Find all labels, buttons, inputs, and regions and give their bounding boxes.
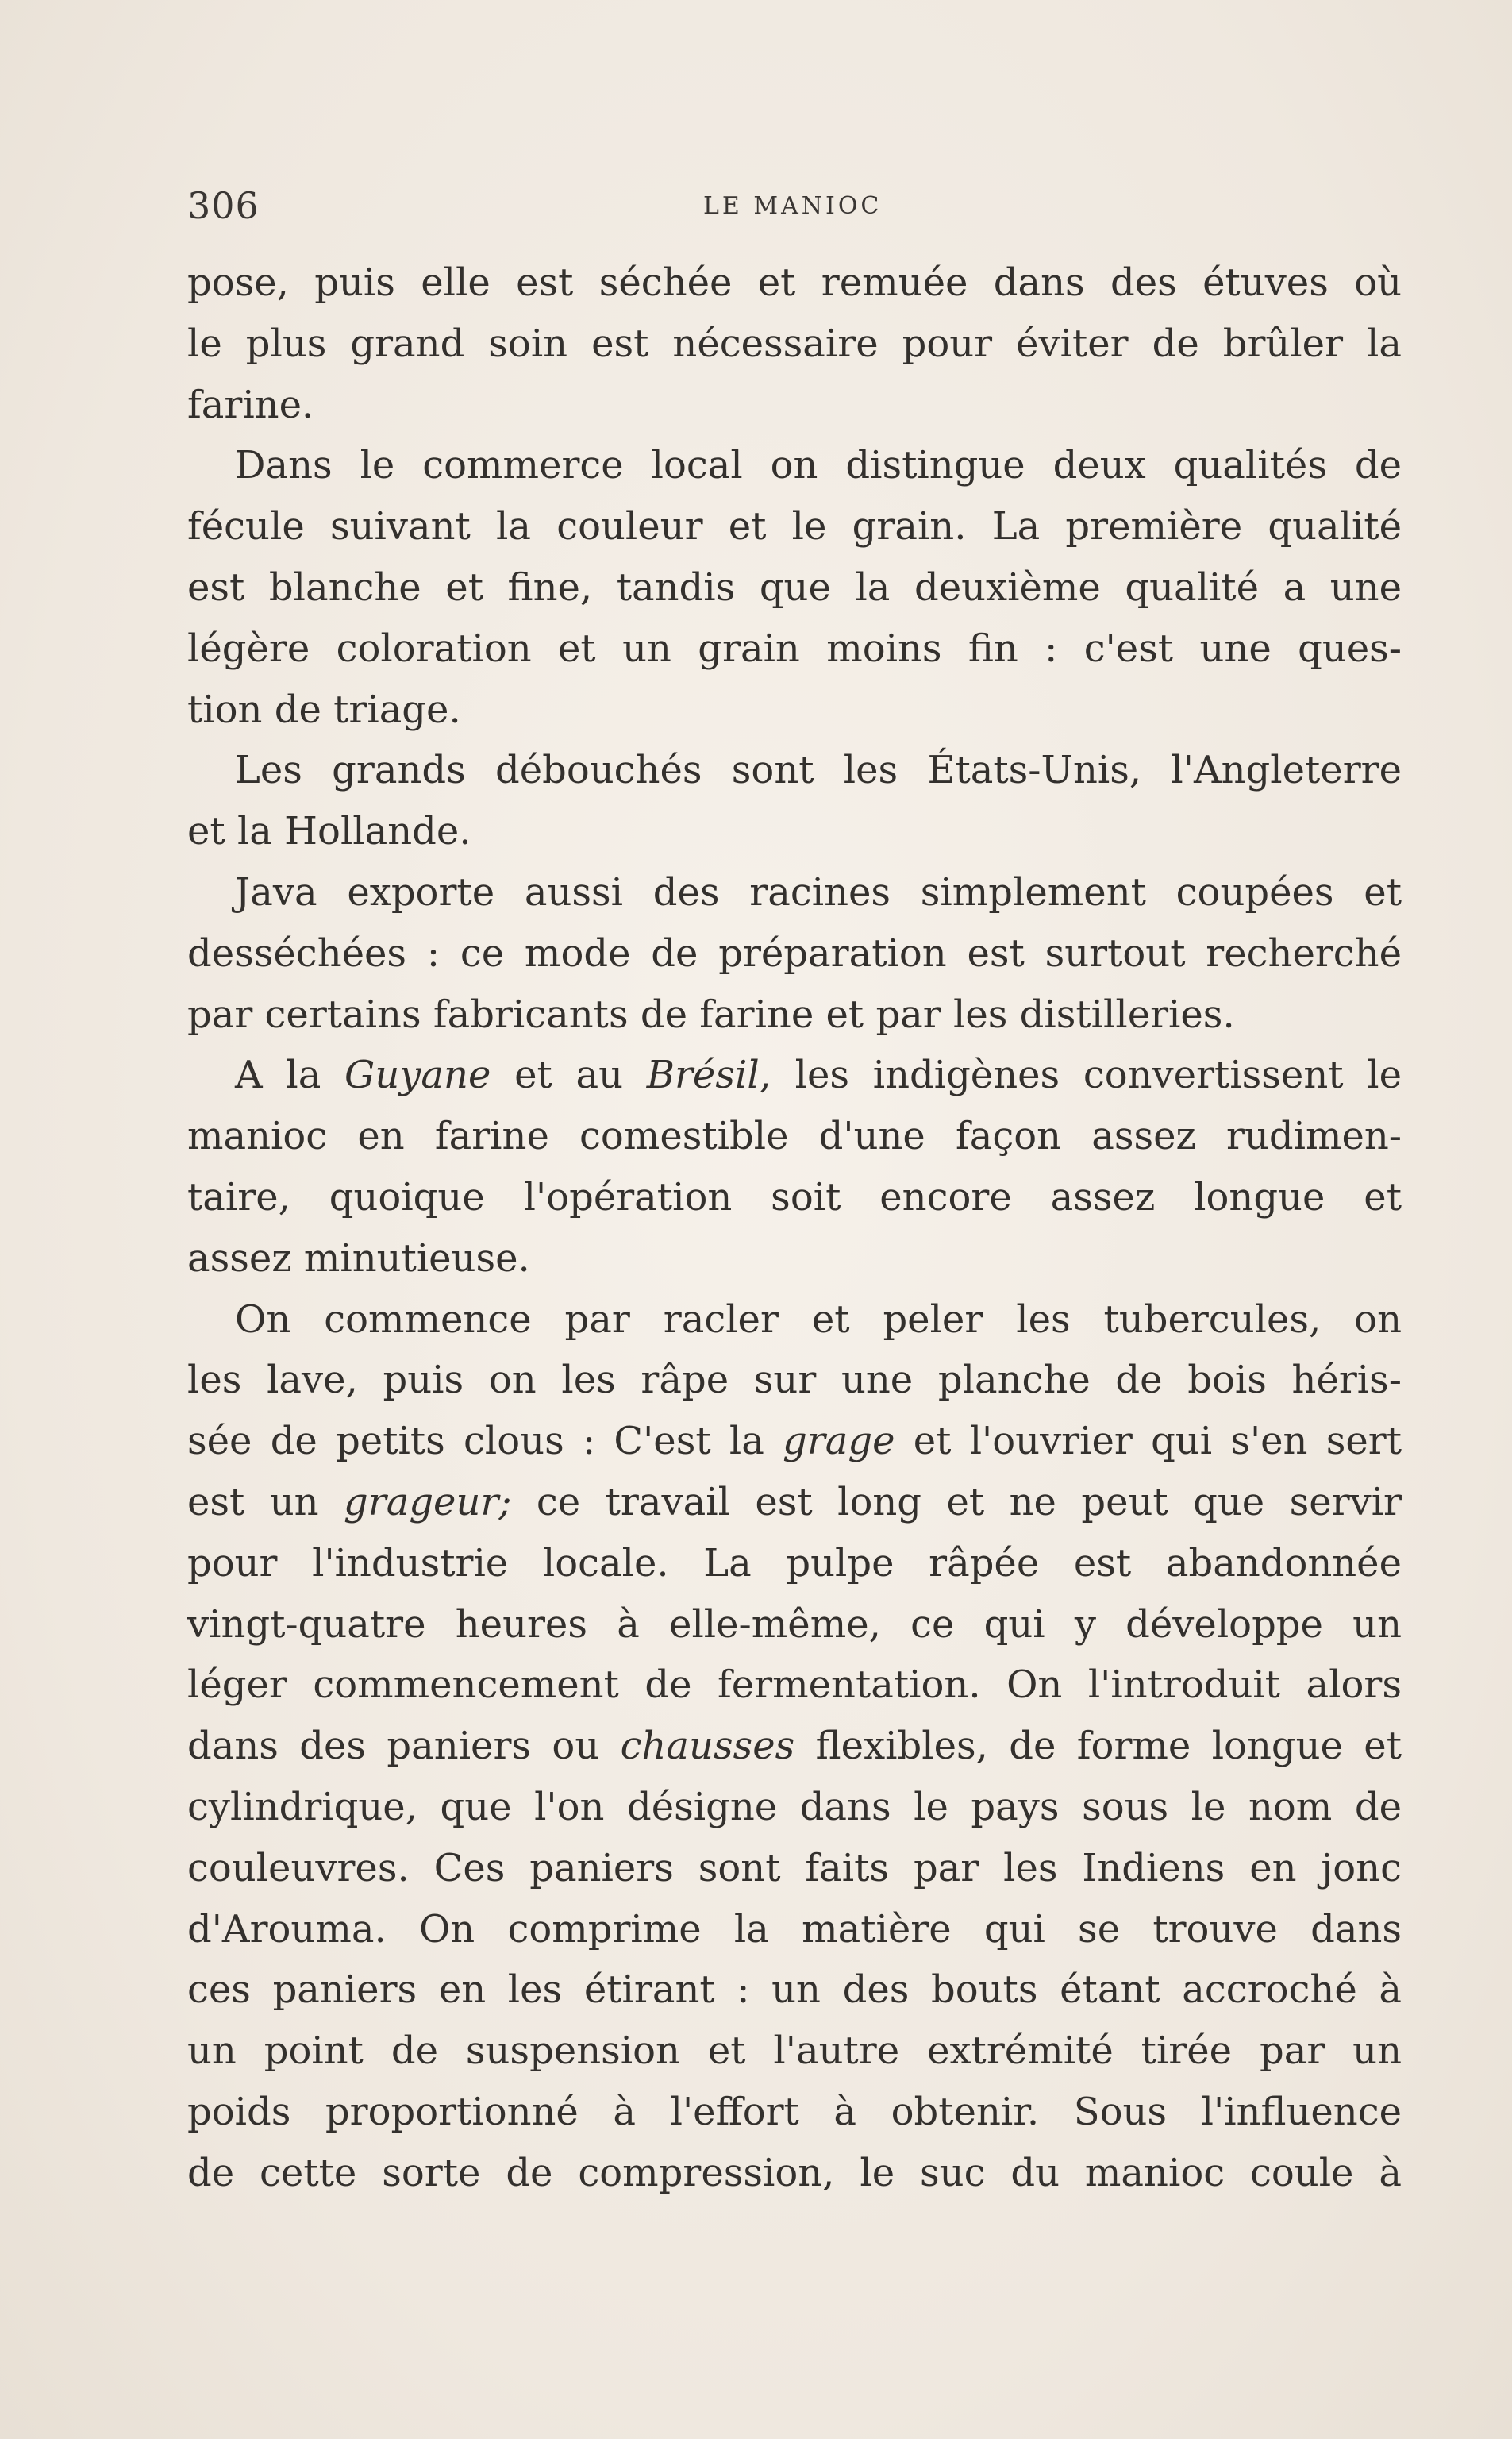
text-segment: et l'ouvrier qui s'en sert [895, 1419, 1402, 1464]
text-line: assez minutieuse. [187, 1235, 530, 1281]
italic-term: Brésil [646, 1053, 760, 1098]
text-line: d'Arouma. On comprime la matière qui se trouve dans [187, 1906, 1402, 1952]
text-line: de cette sorte de compression, le suc du manioc coule à [187, 2150, 1402, 2195]
italic-term: chausses [620, 1724, 795, 1769]
text-line: farine. [187, 382, 314, 427]
text-line [187, 1472, 1402, 1533]
text-line: On commence par racler et peler les tubercules, on [235, 1297, 1402, 1342]
text-line: poids proportionné à l'effort à obtenir. Sous l'influence [187, 2089, 1402, 2134]
text-line: légère coloration et un grain moins fin : c'est une ques- [187, 626, 1402, 671]
text-line: ces paniers en les étirant : un des bouts étant accroché à [187, 1967, 1402, 2013]
text-line: par certains fabricants de farine et par les distilleries. [187, 992, 1235, 1037]
text-segment: A la [235, 1053, 345, 1098]
text-segment: et au [491, 1053, 647, 1098]
text-line: pose, puis elle est séchée et remuée dans des étuves où [187, 260, 1402, 305]
text-line: un point de suspension et l'autre extrémité tirée par un [187, 2029, 1402, 2074]
text-segment: est un [187, 1479, 344, 1524]
text-line: manioc en farine comestible d'une façon assez rudimen- [187, 1114, 1402, 1159]
text-line: vingt-quatre heures à elle-même, ce qui y développe un [187, 1601, 1402, 1647]
text-line [187, 1411, 1402, 1472]
text-segment: flexibles, de forme longue et [794, 1724, 1402, 1769]
text-line: taire, quoique l'opération soit encore assez longue et [187, 1174, 1402, 1220]
body-text [187, 252, 1402, 2204]
page-header [187, 184, 1402, 232]
italic-term: Guyane [344, 1053, 491, 1098]
text-line: le plus grand soin est nécessaire pour éviter de brûler la [187, 321, 1402, 366]
running-title: LE MANIOC [703, 192, 883, 220]
text-line: pour l'industrie locale. La pulpe râpée est abandonnée [187, 1540, 1402, 1586]
page-number: 306 [187, 184, 260, 227]
text-segment: sée de petits clous : C'est la [187, 1419, 783, 1464]
text-line: les lave, puis on les râpe sur une planche de bois héris- [187, 1358, 1402, 1403]
text-line: et la Hollande. [187, 809, 471, 854]
text-line: desséchées : ce mode de préparation est surtout recherché [187, 931, 1402, 976]
text-segment: , les indigènes convertissent le [759, 1053, 1402, 1098]
italic-term: grage [783, 1419, 895, 1464]
text-line: léger commencement de fermentation. On l'introduit alors [187, 1663, 1402, 1708]
text-segment: ce travail est long et ne peut que servir [511, 1479, 1402, 1524]
text-line: Dans le commerce local on distingue deux qualités de [235, 443, 1402, 488]
text-line: est blanche et fine, tandis que la deuxième qualité a une [187, 564, 1402, 610]
text-line: couleuvres. Ces paniers sont faits par les Indiens en jonc [187, 1845, 1402, 1890]
text-line: tion de triage. [187, 687, 461, 732]
text-line: Les grands débouchés sont les États-Unis, l'Angleterre [235, 748, 1402, 793]
text-line: fécule suivant la couleur et le grain. La première qualité [187, 504, 1402, 549]
text-line [187, 1045, 1402, 1106]
text-line: cylindrique, que l'on désigne dans le pays sous le nom de [187, 1784, 1402, 1829]
text-segment: dans des paniers ou [187, 1724, 621, 1769]
italic-term: grageur; [344, 1479, 512, 1524]
text-line [187, 1716, 1402, 1777]
text-line: Java exporte aussi des racines simplement coupées et [235, 869, 1402, 915]
